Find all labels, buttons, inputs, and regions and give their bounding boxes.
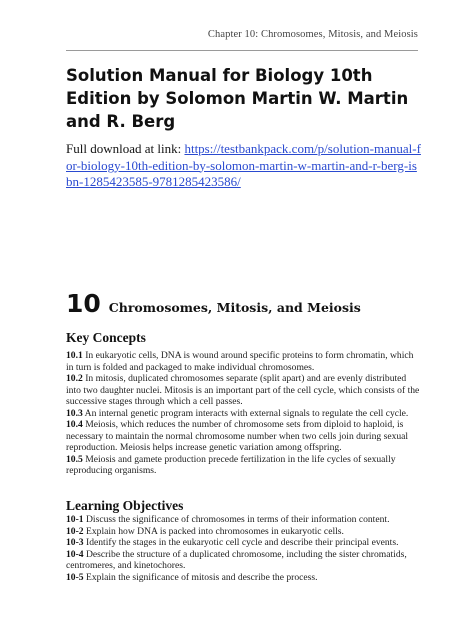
list-item [66,419,421,454]
list-item [66,572,421,584]
item-number: 10-3 [66,537,84,548]
download-link[interactable]: https://testbankpack.com/p/solution-manual-for-biology-10th-edition-by-solomon-martin-w-martin-and-r-berg-isbn-1285423585-9781285423586/ [66,141,421,189]
item-number: 10.4 [66,419,83,430]
item-number: 10.5 [66,453,83,465]
item-number: 10.3 [66,407,83,419]
list-item [66,514,421,526]
item-text: In mitosis, duplicated chromosomes separate (split apart) and are evenly distributed into two daughter nuclei. Mitosis is an important part of the cell cycle, which consists of the successive stages through which a cell passes. [66,373,420,407]
item-text: Discuss the significance of chromosomes in terms of their information content. [86,514,390,525]
item-text: In eukaryotic cells, DNA is wound around specific proteins to form chromatin, which in turn is folded and packaged to make individual chromosomes. [66,350,414,373]
document-title: Solution Manual for Biology 10th Edition by Solomon Martin W. Martin and R. Berg [66,66,409,131]
key-concepts-list [66,350,421,477]
chapter-number: 10 [66,289,101,318]
item-number: 10-1 [66,514,84,525]
header-divider [66,50,418,51]
item-text: Describe the structure of a duplicated chromosome, including the sister chromatids, centromeres, and kinetochores. [66,548,407,571]
item-number: 10.2 [66,373,83,384]
list-item [66,549,421,572]
item-number: 10.1 [66,350,83,361]
learning-objectives-heading: Learning Objectives [66,498,184,513]
item-text: Meiosis and gamete production precede fertilization in the life cycles of sexually reproducing organisms. [66,453,396,476]
list-item [66,454,421,477]
download-label: Full download at link: [66,141,182,156]
chapter-heading [66,289,426,318]
list-item [66,373,421,408]
item-text: Meiosis, which reduces the number of chromosome sets from diploid to haploid, is necessary to maintain the normal chromosome number when two cells join during sexual reproduction. Meiosis helps increase genetic variation among offspring. [66,419,409,453]
item-number: 10-2 [66,525,84,537]
list-item [66,526,421,538]
item-number: 10-4 [66,548,84,560]
list-item [66,408,421,420]
running-head: Chapter 10: Chromosomes, Mitosis, and Meiosis [207,29,418,40]
item-text: An internal genetic program interacts with external signals to regulate the cell cycle. [84,407,409,419]
list-item [66,537,421,549]
download-paragraph [66,141,421,191]
learning-objectives-list [66,514,421,583]
item-number: 10-5 [66,571,84,583]
list-item [66,350,421,373]
item-text: Explain how DNA is packed into chromosomes in eukaryotic cells. [86,525,344,537]
item-text: Identify the stages in the eukaryotic cell cycle and describe their principal events. [86,537,399,548]
chapter-title: Chromosomes, Mitosis, and Meiosis [108,300,361,315]
item-text: Explain the significance of mitosis and describe the process. [86,571,318,583]
key-concepts-heading: Key Concepts [66,330,146,345]
